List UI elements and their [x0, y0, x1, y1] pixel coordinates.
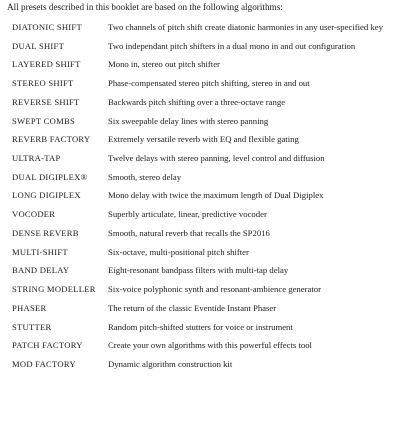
algorithm-description: Phase-compensated stereo pitch shifting, stereo in and out: [108, 78, 310, 89]
algorithm-name: PHASER: [12, 302, 47, 313]
algorithm-row: [0, 319, 400, 338]
algorithm-row: [0, 244, 400, 263]
algorithm-name: STRING MODELLER: [12, 284, 96, 295]
algorithm-description: Six-voice polyphonic synth and resonant-ambience generator: [108, 284, 322, 295]
algorithm-name: LAYERED SHIFT: [12, 59, 81, 70]
algorithm-row: [0, 56, 400, 75]
algorithm-row: [0, 113, 400, 132]
algorithm-description: Superbly articulate, linear, predictive vocoder: [108, 209, 267, 220]
algorithm-description: Random pitch-shifted stutters for voice or instrument: [108, 321, 293, 332]
algorithm-name: MOD FACTORY: [12, 358, 76, 369]
algorithm-row: [0, 131, 400, 150]
algorithm-description: Create your own algorithms with this powerful effects tool: [108, 340, 312, 351]
algorithm-description: Smooth, natural reverb that recalls the SP2016: [108, 227, 270, 238]
algorithm-row: [0, 19, 400, 38]
algorithm-name: DENSE REVERB: [12, 227, 79, 238]
algorithm-row: [0, 356, 400, 375]
algorithm-row: [0, 281, 400, 300]
algorithm-description: Backwards pitch shifting over a three-octave range: [108, 96, 286, 107]
intro-text: All presets described in this booklet are based on the following algorithms:: [7, 2, 283, 12]
algorithm-name: VOCODER: [12, 209, 56, 220]
algorithm-name: STUTTER: [12, 321, 52, 332]
algorithm-description: Mono delay with twice the maximum length of Dual Digiplex: [108, 190, 324, 201]
algorithm-name: DUAL SHIFT: [12, 40, 65, 51]
algorithm-description: Six-octave, multi-positional pitch shifter: [108, 246, 249, 257]
algorithm-name: SWEPT COMBS: [12, 115, 76, 126]
algorithm-description: The return of the classic Eventide Instant Phaser: [108, 302, 277, 313]
algorithm-row: [0, 225, 400, 244]
algorithm-row: [0, 262, 400, 281]
algorithm-name: REVERB FACTORY: [12, 134, 91, 145]
algorithm-row: [0, 337, 400, 356]
algorithm-row: [0, 300, 400, 319]
algorithm-name: DUAL DIGIPLEX®: [12, 171, 88, 182]
algorithm-name: STEREO SHIFT: [12, 78, 74, 89]
algorithm-description: Two channels of pitch shift create diatonic harmonies in any user-specified key: [108, 22, 383, 32]
algorithm-name: PATCH FACTORY: [12, 340, 83, 351]
algorithm-description: Extremely versatile reverb with EQ and flexible gating: [108, 134, 299, 145]
algorithm-row: [0, 169, 400, 188]
algorithm-description: Dynamic algorithm construction kit: [108, 358, 233, 369]
algorithm-row: [0, 150, 400, 169]
algorithm-description: Eight-resonant bandpass filters with multi-tap delay: [108, 265, 289, 276]
algorithm-name: DIATONIC SHIFT: [12, 22, 82, 32]
algorithm-row: [0, 206, 400, 225]
algorithm-row: [0, 187, 400, 206]
algorithm-description: Six sweepable delay lines with stereo panning: [108, 115, 269, 126]
algorithm-name: MULTI-SHIFT: [12, 246, 68, 257]
algorithm-name: ULTRA-TAP: [12, 153, 61, 164]
algorithm-list: [0, 19, 400, 375]
algorithm-name: LONG DIGIPLEX: [12, 190, 81, 201]
algorithm-description: Twelve delays with stereo panning, level control and diffusion: [108, 153, 325, 164]
algorithm-description: Smooth, stereo delay: [108, 171, 182, 182]
algorithm-name: REVERSE SHIFT: [12, 96, 80, 107]
algorithm-row: [0, 38, 400, 57]
algorithm-description: Mono in, stereo out pitch shifter: [108, 59, 220, 70]
algorithm-description: Two independant pitch shifters in a dual mono in and out configuration: [108, 40, 356, 51]
algorithm-row: [0, 75, 400, 94]
algorithm-row: [0, 94, 400, 113]
algorithm-name: BAND DELAY: [12, 265, 70, 276]
